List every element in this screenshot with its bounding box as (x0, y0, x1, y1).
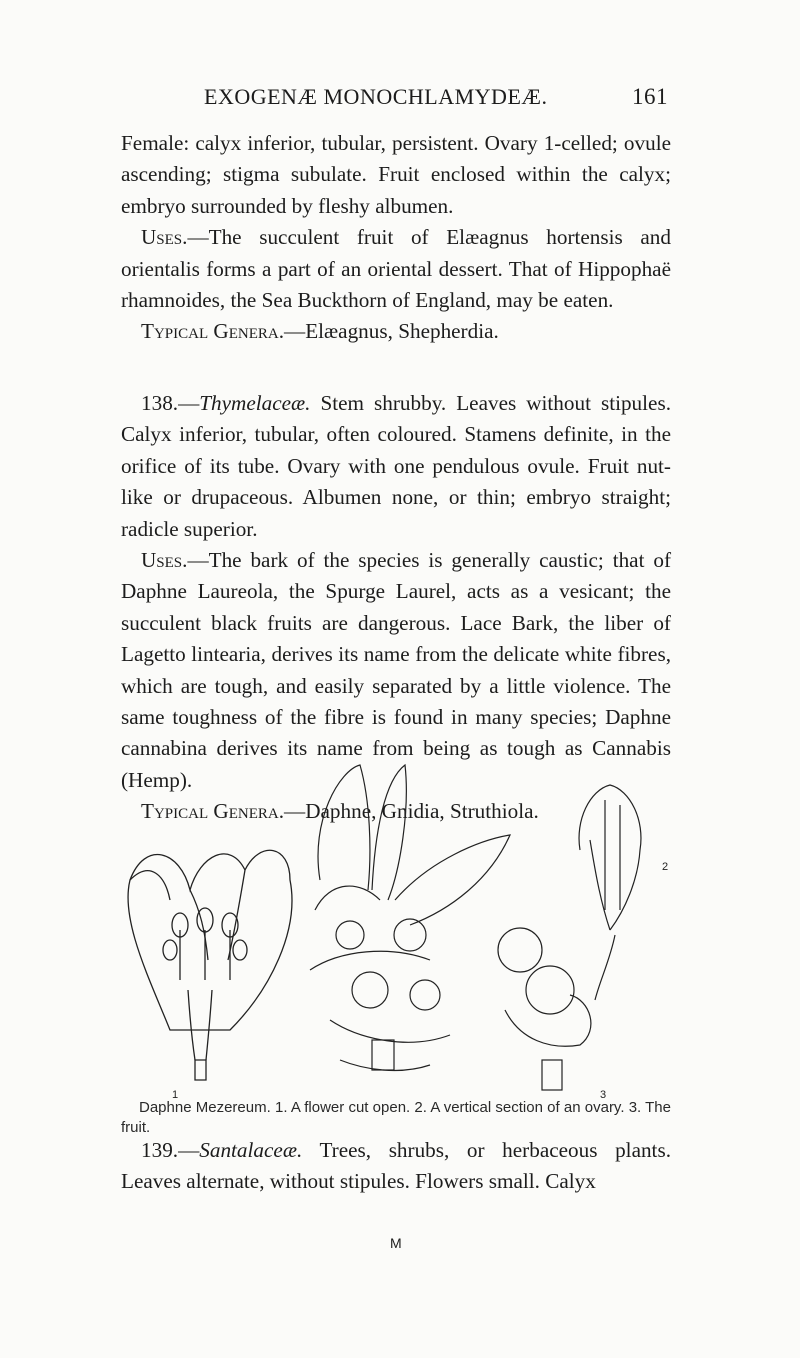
daphne-mezereum-illustration (110, 760, 690, 1100)
fruit-and-ovary-drawing (498, 785, 641, 1090)
uses-text: —The bark of the species is generally caustic; that of Daphne Laureola, the Spurge Laurel, acts as a vesicant; the succulent black fruits are dangerous. Lace Bark, the liber of Lagetto lintearia, derives its name from the delicate white fibres, which are tough, and easily separated by a little violence. The same toughness of the fibre is found in many species; Daphne cannabina derives its name from being as tough as Cannabis (Hemp). (121, 548, 671, 792)
uses-label: Uses. (141, 548, 188, 573)
family-description: Stem shrubby. Leaves without stipules. Calyx inferior, tubular, often coloured. Stamens definite, in the orifice of its tube. Ovary with one pendulous ovule. Fruit nut-like or drupaceous. Albumen none, or thin; embryo straight; radicle superior. (121, 391, 671, 541)
running-header (120, 84, 668, 124)
figure-caption (121, 1098, 671, 1138)
family-name: Santalaceæ. (199, 1138, 303, 1162)
flower-cut-open-drawing (128, 850, 292, 1080)
thymelaceae-description (121, 388, 671, 545)
female-paragraph: Female: calyx inferior, tubular, persistent. Ovary 1-celled; ovule ascending; stigma subulate. Fruit enclosed within the calyx; embryo surrounded by fleshy albumen. (121, 131, 671, 218)
typical-genera-text: —Elæagnus, Shepherdia. (284, 319, 499, 344)
uses-label: Uses. (141, 225, 188, 250)
uses-paragraph (121, 545, 671, 796)
figure-label-2: 2 (662, 861, 669, 873)
typical-genera-label: Typical Genera. (141, 319, 285, 344)
vertical-section-drawing (310, 765, 510, 1070)
caption-text: Daphne Mezereum. 1. A flower cut open. 2. A vertical section of an ovary. 3. The fruit. (121, 1099, 671, 1136)
family-description: Trees, shrubs, or herbaceous plants. Leaves alternate, without stipules. Flowers small. Calyx (121, 1138, 671, 1194)
santalaceae-description (121, 1135, 671, 1198)
typical-genera-label: Typical Genera. (141, 799, 285, 824)
uses-text: —The succulent fruit of Elæagnus hortensis and orientalis forms a part of an oriental dessert. That of Hippophaë rhamnoides, the Sea Buckthorn of England, may be eaten. (121, 225, 671, 313)
figure-label-3: 3 (600, 1089, 607, 1100)
botanical-engraving (110, 760, 690, 1100)
section-number: 138.— (141, 391, 200, 415)
section-elaeagnaceae-continued (121, 128, 671, 348)
typical-genera-text: —Daphne, Gnidia, Struthiola. (284, 799, 539, 824)
page-number: 161 (632, 84, 668, 109)
figure-label-1: 1 (172, 1089, 179, 1100)
section-number: 139.— (141, 1138, 200, 1162)
signature-mark: M (390, 1235, 402, 1251)
section-santalaceae (121, 1135, 671, 1198)
typical-genera-paragraph (121, 316, 671, 347)
family-name: Thymelaceæ. (199, 391, 311, 415)
uses-paragraph (121, 222, 671, 316)
running-title: EXOGENÆ MONOCHLAMYDEÆ. (204, 84, 548, 109)
